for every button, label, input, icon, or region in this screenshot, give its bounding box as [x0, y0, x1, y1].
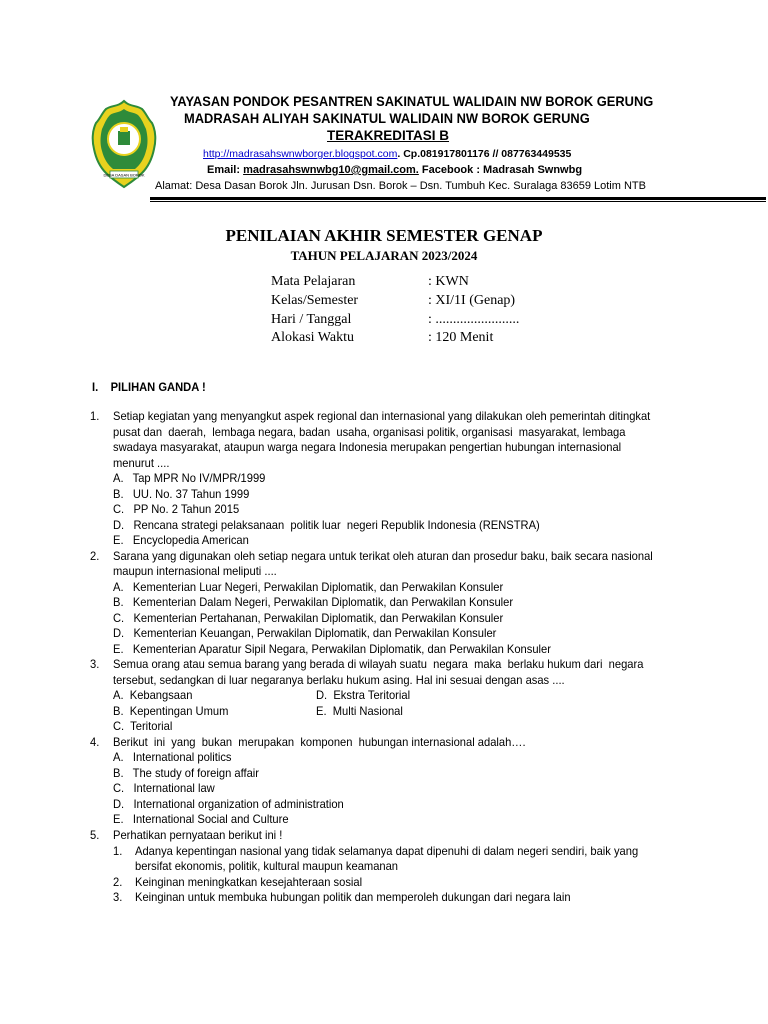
question-text: Setiap kegiatan yang menyangkut aspek regional dan internasional yang dilakukan oleh pemerintah ditingkat	[113, 409, 651, 423]
info-value: : ........................	[428, 312, 520, 327]
answer-option: A. International politics	[113, 750, 232, 764]
answer-option: B. UU. No. 37 Tahun 1999	[113, 487, 250, 501]
school-name: MADRASAH ALIYAH SAKINATUL WALIDAIN NW BOROK GERUNG	[184, 110, 590, 126]
answer-option: E. Kementerian Aparatur Sipil Negara, Perwakilan Diplomatik, dan Perwakilan Konsuler	[113, 642, 551, 656]
answer-option: D. Ekstra Teritorial	[316, 688, 411, 702]
answer-option: C. International law	[113, 781, 215, 795]
question-text: swadaya masyarakat, ataupun warga negara Indonesia merupakan pengertian hubungan internasional	[113, 440, 622, 454]
statement-text: Adanya kepentingan nasional yang tidak selamanya dapat dipenuhi di dalam negeri sendiri, baik yang	[135, 844, 639, 858]
answer-option: A. Tap MPR No IV/MPR/1999	[113, 471, 266, 485]
info-label: Hari / Tanggal	[271, 312, 352, 327]
statement-text: bersifat ekonomis, politik, kultural maupun keamanan	[135, 859, 399, 873]
info-label: Alokasi Waktu	[271, 330, 354, 345]
question-text: maupun internasional meliputi ....	[113, 564, 277, 578]
accreditation: TERAKREDITASI B	[327, 128, 450, 143]
question-text: Berikut ini yang bukan merupakan komponen hubungan internasional adalah….	[113, 735, 526, 749]
school-logo-icon	[90, 97, 158, 189]
info-value: : 120 Menit	[428, 330, 494, 345]
statement-number: 3.	[113, 890, 123, 904]
website-link[interactable]: http://madrasahswnwborger.blogspot.com	[203, 148, 398, 160]
answer-option: A. Kementerian Luar Negeri, Perwakilan Diplomatik, dan Perwakilan Konsuler	[113, 580, 504, 594]
answer-option: C. Kementerian Pertahanan, Perwakilan Diplomatik, dan Perwakilan Konsuler	[113, 611, 504, 625]
foundation-name: YAYASAN PONDOK PESANTREN SAKINATUL WALIDAIN NW BOROK GERUNG	[170, 93, 654, 109]
answer-option: E. International Social and Culture	[113, 812, 289, 826]
header-rule	[150, 197, 766, 200]
answer-option: D. Rencana strategi pelaksanaan politik luar negeri Republik Indonesia (RENSTRA)	[113, 518, 540, 532]
email-label: Email:	[207, 164, 244, 176]
info-value: : XI/1I (Genap)	[428, 293, 516, 308]
email-line	[207, 164, 582, 176]
statement-number: 1.	[113, 844, 123, 858]
answer-option: D. International organization of administration	[113, 797, 344, 811]
question-text: Perhatikan pernyataan berikut ini !	[113, 828, 283, 842]
answer-option: C. PP No. 2 Tahun 2015	[113, 502, 240, 516]
question-text: pusat dan daerah, lembaga negara, badan usaha, organisasi politik, organisasi masyarakat, lembaga	[113, 425, 626, 439]
address: Alamat: Desa Dasan Borok Jln. Jurusan Dsn. Borok – Dsn. Tumbuh Kec. Suralaga 83659 Lotim NTB	[155, 180, 646, 192]
facebook-text: Facebook : Madrasah Swnwbg	[418, 164, 583, 176]
question-text: Semua orang atau semua barang yang berada di wilayah suatu negara maka berlaku hukum dari negara	[113, 657, 644, 671]
question-number: 3.	[90, 657, 100, 671]
info-value: : KWN	[428, 274, 469, 289]
contact-line	[203, 148, 571, 160]
question-number: 5.	[90, 828, 100, 842]
question-number: 4.	[90, 735, 100, 749]
question-text: Sarana yang digunakan oleh setiap negara untuk terikat oleh aturan dan prosedur baku, baik secara nasional	[113, 549, 653, 563]
info-label: Mata Pelajaran	[271, 274, 356, 289]
answer-option: B. Kementerian Dalam Negeri, Perwakilan Diplomatik, dan Perwakilan Konsuler	[113, 595, 514, 609]
answer-option: E. Encyclopedia American	[113, 533, 249, 547]
question-number: 1.	[90, 409, 100, 423]
statement-text: Keinginan untuk membuka hubungan politik dan memperoleh dukungan dari negara lain	[135, 890, 571, 904]
answer-option: D. Kementerian Keuangan, Perwakilan Diplomatik, dan Perwakilan Konsuler	[113, 626, 497, 640]
answer-option: B. The study of foreign affair	[113, 766, 259, 780]
statement-text: Keinginan meningkatkan kesejahteraan sosial	[135, 875, 363, 889]
phone-text: . Cp.081917801176 // 087763449535	[397, 148, 572, 160]
statement-number: 2.	[113, 875, 123, 889]
header-rule-thin	[150, 201, 766, 202]
section-heading: I. PILIHAN GANDA !	[92, 380, 206, 394]
question-number: 2.	[90, 549, 100, 563]
logo-text: DESA DASAN BOROK	[103, 172, 145, 178]
answer-option: B. Kepentingan Umum	[113, 704, 229, 718]
question-text: menurut ....	[113, 456, 170, 470]
email-link[interactable]: madrasahswnwbg10@gmail.com.	[243, 164, 419, 176]
answer-option: C. Teritorial	[113, 719, 173, 733]
academic-year: TAHUN PELAJARAN 2023/2024	[290, 248, 478, 263]
exam-title: PENILAIAN AKHIR SEMESTER GENAP	[225, 226, 543, 245]
answer-option: A. Kebangsaan	[113, 688, 193, 702]
answer-option: E. Multi Nasional	[316, 704, 403, 718]
question-text: tersebut, sedangkan di luar negaranya berlaku hukum asing. Hal ini sesuai dengan asas ....	[113, 673, 565, 687]
info-label: Kelas/Semester	[271, 293, 359, 308]
